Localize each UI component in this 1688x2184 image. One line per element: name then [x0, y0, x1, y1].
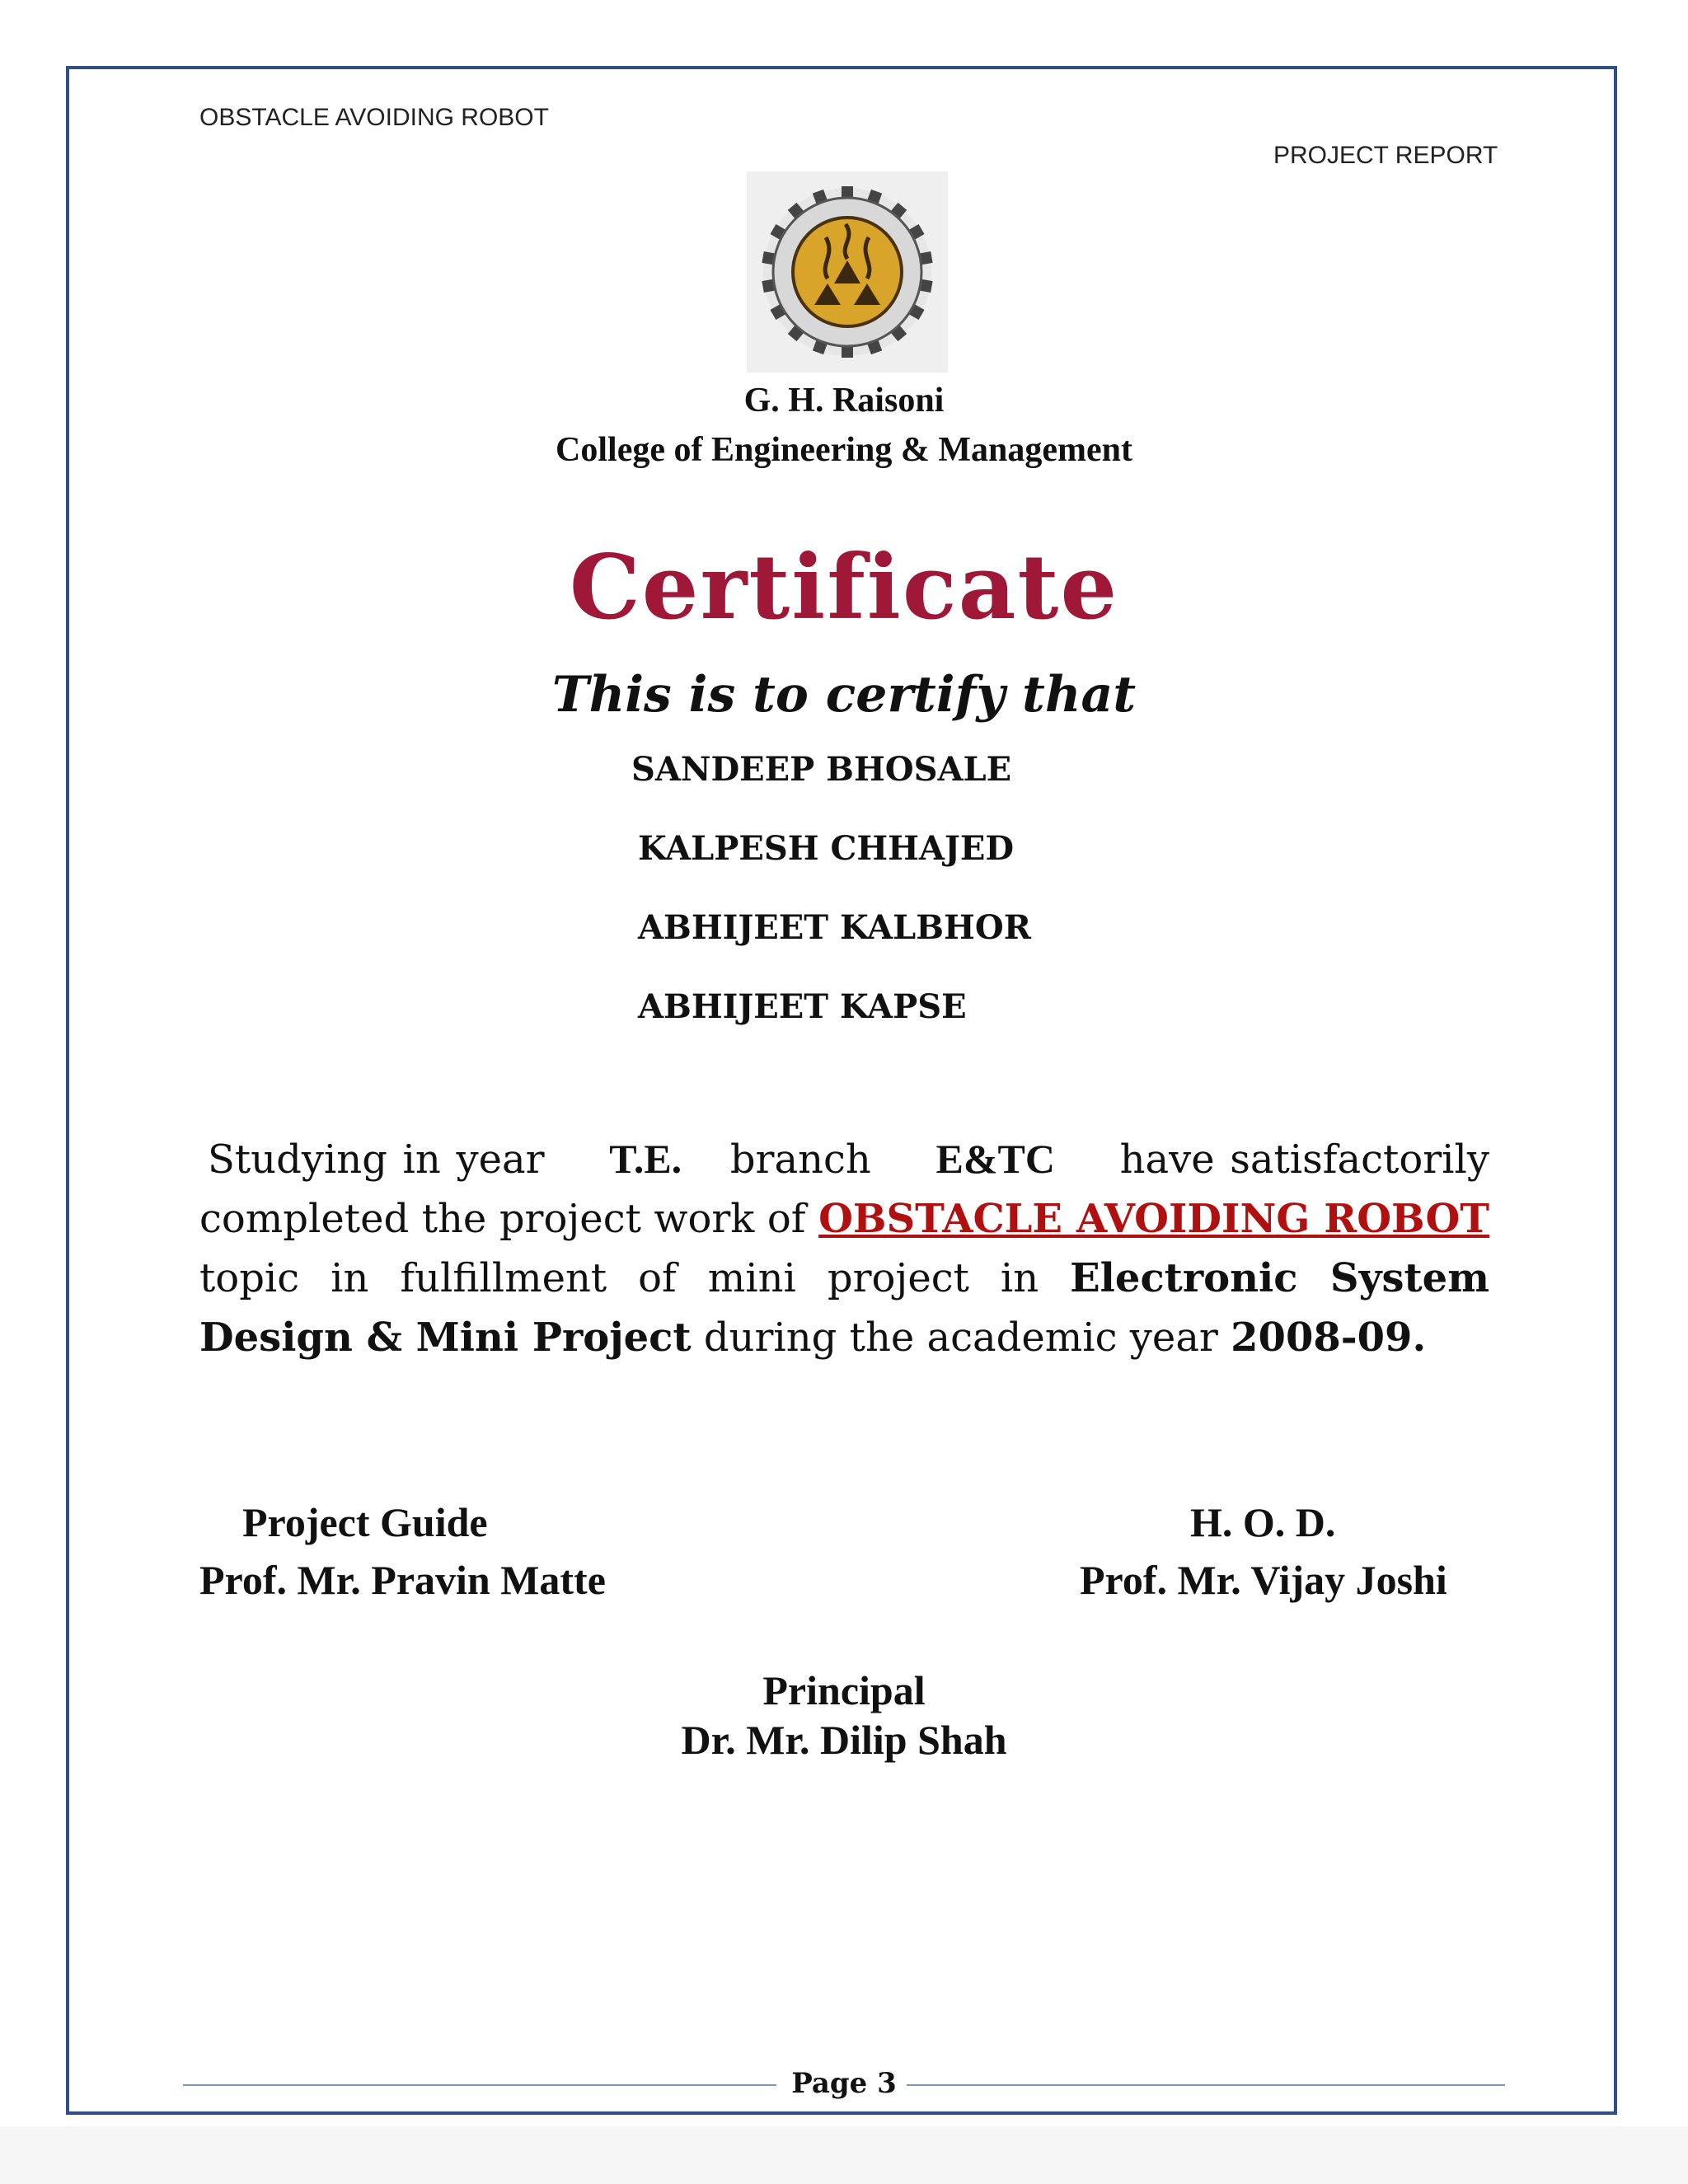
certification-paragraph: [199, 1129, 1489, 1367]
text-branch: branch: [729, 1137, 871, 1183]
branch-value: E&TC: [935, 1136, 1055, 1182]
page-border: [66, 66, 1617, 2115]
student-name-4: ABHIJEET KAPSE: [638, 987, 967, 1026]
subject-name: Electronic System Design & Mini Project: [199, 1255, 1490, 1361]
text-completed: have satisfactorily completed the project work of: [199, 1137, 1490, 1242]
academic-year-value: 2008-09.: [1231, 1315, 1427, 1361]
year-value: T.E.: [609, 1136, 682, 1182]
college-name-line2: College of Engineering & Management: [556, 431, 1132, 469]
principal-role: Principal: [762, 1667, 926, 1713]
student-name-1: SANDEEP BHOSALE: [631, 750, 1012, 789]
student-name-2: KALPESH CHHAJED: [638, 829, 1015, 868]
page-shadow: [0, 2126, 1688, 2184]
college-name-line1: G. H. Raisoni: [743, 382, 945, 419]
text-studying: Studying in year: [208, 1137, 545, 1183]
project-topic: OBSTACLE AVOIDING ROBOT: [818, 1196, 1489, 1242]
college-seal-logo: [747, 171, 948, 373]
certify-intro: This is to certify that: [551, 666, 1137, 724]
page-number: Page 3: [791, 2067, 897, 2100]
hod-name: Prof. Mr. Vijay Joshi: [1080, 1557, 1447, 1603]
text-fulfillment: topic in fulfillment of mini project in: [199, 1255, 1039, 1301]
text-academic-year: during the academic year: [703, 1315, 1218, 1361]
guide-name: Prof. Mr. Pravin Matte: [199, 1557, 606, 1603]
principal-name: Dr. Mr. Dilip Shah: [681, 1717, 1007, 1763]
guide-role: Project Guide: [242, 1499, 488, 1545]
certificate-title: Certificate: [569, 536, 1119, 640]
header-title: OBSTACLE AVOIDING ROBOT: [199, 104, 549, 131]
header-report-label: PROJECT REPORT: [1273, 142, 1498, 169]
student-name-3: ABHIJEET KALBHOR: [638, 908, 1031, 947]
hod-role: H. O. D.: [1190, 1499, 1336, 1545]
